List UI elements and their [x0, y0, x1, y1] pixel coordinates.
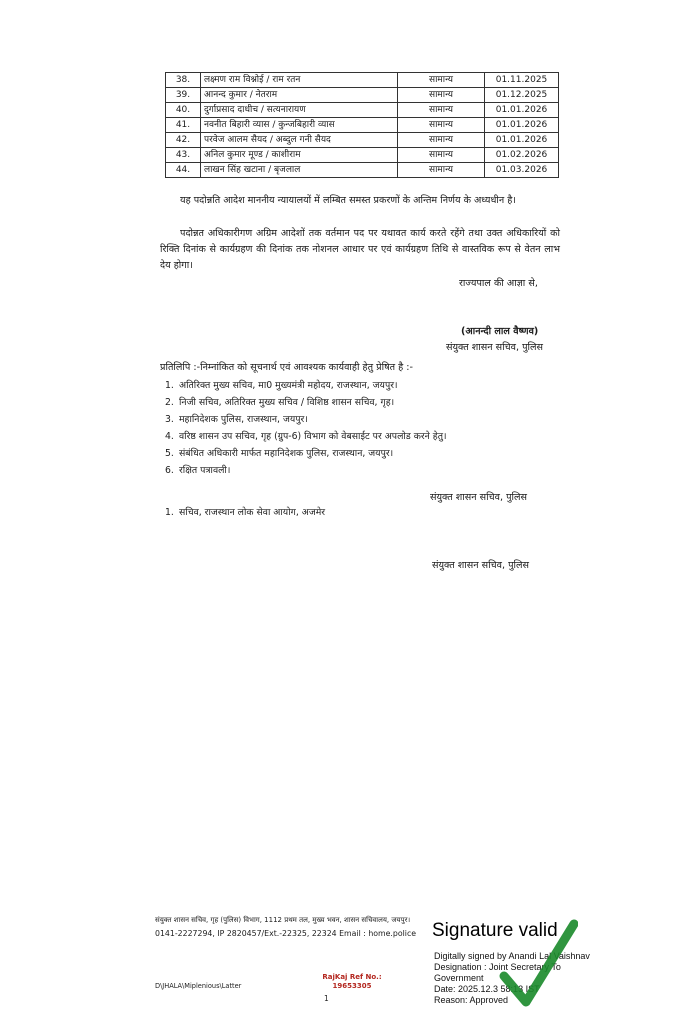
row-number: 44.: [166, 163, 201, 178]
row-number: 43.: [166, 148, 201, 163]
row-date: 01.03.2026: [485, 163, 559, 178]
designation-cont: Government: [434, 973, 484, 983]
table-row: [166, 118, 559, 133]
row-date: 01.02.2026: [485, 148, 559, 163]
paragraph-court-decision: यह पदोन्नति आदेश माननीय न्यायालयों में लम्बित समस्त प्रकरणों के अन्तिम निर्णय के अध्यधीन है।: [180, 195, 516, 206]
rajkaj-ref: [322, 973, 382, 991]
page-number: 1: [324, 994, 329, 1003]
signature-date: Date: 2025.12.3 58:13 IST: [434, 984, 540, 994]
row-name: परवेज आलम सैयद / अब्दुल गनी सैयद: [201, 133, 398, 148]
row-date: 01.01.2026: [485, 118, 559, 133]
copy-to-list: [165, 377, 447, 479]
list-item: 3. महानिदेशक पुलिस, राजस्थान, जयपुर।: [165, 414, 308, 425]
designation: Designation : Joint Secretary To: [434, 962, 561, 972]
governor-order-line: राज्यपाल की आज्ञा से,: [459, 278, 538, 289]
list-item: 6. रक्षित पत्रावली।: [165, 465, 231, 476]
row-name: आनन्द कुमार / नेतराम: [201, 88, 398, 103]
row-name: लाखन सिंह खटाना / बृजलाल: [201, 163, 398, 178]
signed-by: Digitally signed by Anandi Lal Vaishnav: [434, 951, 590, 961]
copy2-list-item: 1. सचिव, राजस्थान लोक सेवा आयोग, अजमेर: [165, 507, 326, 518]
copy-to-intro: प्रतिलिपि :-निम्नांकित को सूचनार्थ एवं आवश्यक कार्यवाही हेतु प्रेषित है :-: [160, 362, 413, 373]
row-category: सामान्य: [398, 73, 485, 88]
row-date: 01.01.2026: [485, 103, 559, 118]
footer-contact: 0141-2227294, IP 2820457/Ext.-22325, 22324 Email : home.police: [155, 929, 417, 938]
row-date: 01.12.2025: [485, 88, 559, 103]
row-name: नवनीत बिहारी व्यास / कुन्जबिहारी व्यास: [201, 118, 398, 133]
row-name: दुर्गाप्रसाद दाधीच / सत्यनारायण: [201, 103, 398, 118]
row-category: सामान्य: [398, 103, 485, 118]
rajkaj-ref-label: RajKaj Ref No.:: [322, 973, 382, 981]
signatory-name: (आनन्दी लाल वैष्णव): [461, 326, 539, 337]
row-number: 42.: [166, 133, 201, 148]
row-name: लक्ष्मण राम विश्नोई / राम रतन: [201, 73, 398, 88]
row-number: 38.: [166, 73, 201, 88]
table-row: [166, 163, 559, 178]
signatory-title: संयुक्त शासन सचिव, पुलिस: [446, 342, 543, 353]
signoff-copy2: संयुक्त शासन सचिव, पुलिस: [432, 560, 529, 571]
footer-address: संयुक्त शासन सचिव, गृह (पुलिस) विभाग, 1112 प्रथम तल, मुख्य भवन, शासन सचिवालय, जयपुर।: [155, 916, 411, 924]
table-row: [166, 103, 559, 118]
list-item: 1. अतिरिक्त मुख्य सचिव, मा0 मुख्यमंत्री महोदय, राजस्थान, जयपुर।: [165, 380, 398, 391]
row-category: सामान्य: [398, 133, 485, 148]
rajkaj-ref-number: 19653305: [332, 982, 372, 990]
row-category: सामान्य: [398, 118, 485, 133]
table-row: [166, 148, 559, 163]
signoff-copy: संयुक्त शासन सचिव, पुलिस: [430, 492, 527, 503]
row-date: 01.01.2026: [485, 133, 559, 148]
row-name: अनिल कुमार मूण्ड / काशीराम: [201, 148, 398, 163]
row-category: सामान्य: [398, 163, 485, 178]
row-category: सामान्य: [398, 88, 485, 103]
table-row: [166, 73, 559, 88]
row-category: सामान्य: [398, 148, 485, 163]
list-item: 5. संबंधित अधिकारी मार्फत महानिदेशक पुलिस, राजस्थान, जयपुर।: [165, 448, 394, 459]
table-row: [166, 133, 559, 148]
check-mark-icon: [498, 914, 578, 1014]
table-row: [166, 88, 559, 103]
file-reference: D\JHALA\Miplenious\Latter: [155, 982, 242, 990]
promotion-table: [165, 72, 559, 178]
digital-signature-block: [432, 920, 632, 1010]
row-number: 39.: [166, 88, 201, 103]
row-number: 41.: [166, 118, 201, 133]
list-item: 4. वरिष्ठ शासन उप सचिव, गृह (ग्रुप-6) विभाग को वेबसाईट पर अपलोड करने हेतु।: [165, 431, 447, 442]
paragraph-pay-benefit: पदोन्नत अधिकारीगण अग्रिम आदेशों तक वर्तमान पद पर यथावत कार्य करते रहेंगे तथा उक्त अधिकारियों को रिक्ति दिनांक से कार्यग्रहण की दिनांक तक नोशनल आधार पर एवं कार्यग्रहण तिथि से वास्तविक रूप से वेतन लाभ देय होगा।: [160, 228, 560, 271]
signature-status: Signature valid: [432, 920, 558, 941]
row-date: 01.11.2025: [485, 73, 559, 88]
list-item: 2. निजी सचिव, अतिरिक्त मुख्य सचिव / विशिष्ठ शासन सचिव, गृह।: [165, 397, 395, 408]
row-number: 40.: [166, 103, 201, 118]
signature-reason: Reason: Approved: [434, 995, 509, 1005]
